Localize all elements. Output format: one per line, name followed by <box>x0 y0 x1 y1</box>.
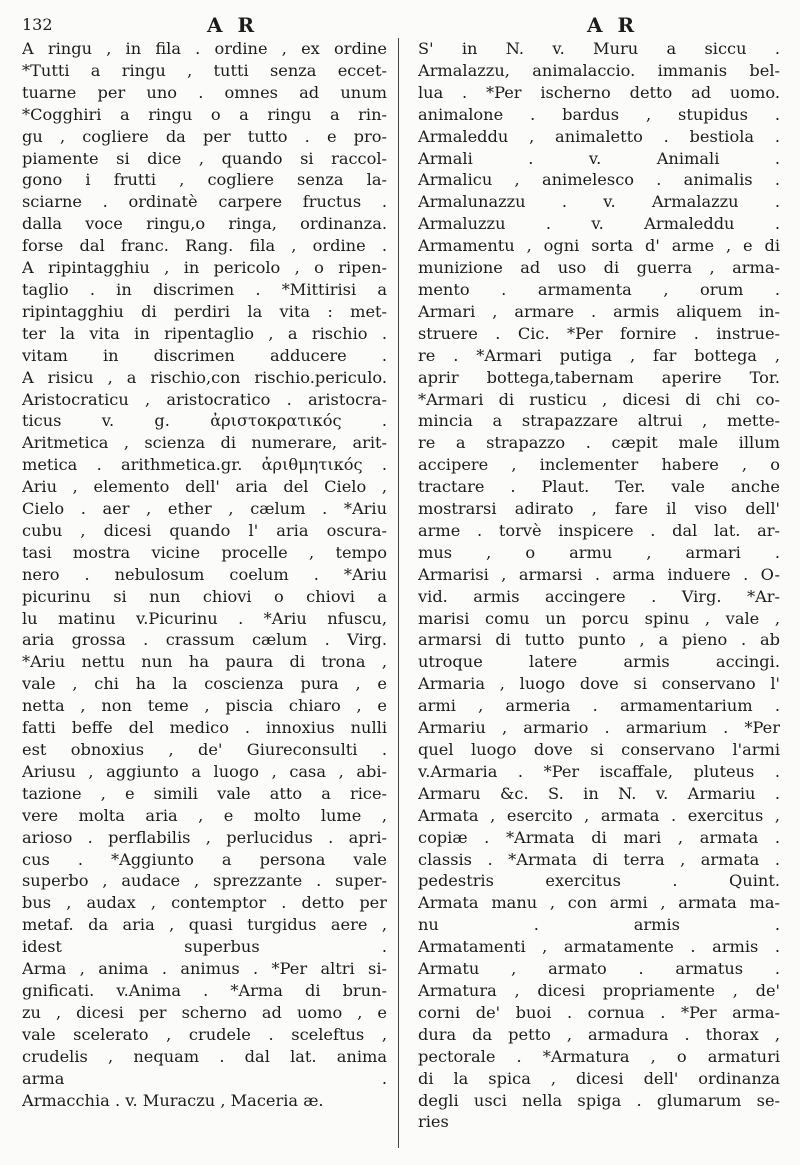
text-line: netta , non teme , piscia chiaro , e <box>22 696 387 716</box>
text-line: vale scelerato , crudele . sceleftus , <box>22 1024 387 1044</box>
text-line: re . *Armari putiga , far bottega , <box>418 345 780 365</box>
running-head-right: A R <box>587 13 639 37</box>
text-line: degli usci nella spiga . glumarum se- <box>418 1090 780 1110</box>
text-line: vitam in discrimen adducere . <box>22 345 387 365</box>
text-line: pectorale . *Armatura , o armaturi <box>418 1046 780 1066</box>
text-line: Armata manu , con armi , armata ma- <box>418 893 780 913</box>
text-line: dura da petto , armadura . thorax , <box>418 1024 780 1044</box>
text-line: Armaluzzu . v. Armaleddu . <box>418 214 780 234</box>
text-line: accipere , inclementer habere , o <box>418 455 780 475</box>
text-line: Armaru &c. S. in N. v. Armariu . <box>418 783 780 803</box>
text-line: Armata , esercito , armata . exercitus , <box>418 805 780 825</box>
text-line: ripintagghiu di perdiri la vita : met- <box>22 301 387 321</box>
text-line: Armaria , luogo dove si conservano l' <box>418 674 780 694</box>
text-line: tractare . Plaut. Ter. vale anche <box>418 477 780 497</box>
text-line: taglio . in discrimen . *Mittirisi a <box>22 279 387 299</box>
text-line: arma . <box>22 1068 387 1088</box>
text-line: vere molta aria , e molto lume , <box>22 805 387 825</box>
text-line: quel luogo dove si conservano l'armi <box>418 740 780 759</box>
text-line: ticus v. g. ἀριστοκρατικός . <box>22 411 387 431</box>
text-line: struere . Cic. *Per fornire . instrue- <box>418 323 780 343</box>
text-line: vale , chi ha la coscienza pura , e <box>22 674 387 694</box>
text-line: ries <box>418 1112 449 1132</box>
text-line: fatti beffe del medico . innoxius nulli <box>22 718 387 738</box>
text-line: Ariusu , aggiunto a luogo , casa , abi- <box>22 761 387 781</box>
text-line: metica . arithmetica.gr. ἀριθμητικός . <box>22 455 387 475</box>
text-line: v.Armaria . *Per iscaffale, pluteus . <box>418 761 780 781</box>
text-line: arme . torvè inspicere . dal lat. ar- <box>418 520 780 540</box>
text-line: mento . armamenta , orum . <box>418 279 780 299</box>
text-line: *Cogghiri a ringu o a ringu a rin- <box>22 104 387 124</box>
text-line: Aristocraticu , aristocratico . aristocra- <box>22 389 387 409</box>
text-line: pedestris exercitus . Quint. <box>418 871 780 891</box>
text-line: corni de' buoi . cornua . *Per arma- <box>418 1002 780 1022</box>
text-line: metaf. da aria , quasi turgidus aere , <box>22 915 387 935</box>
text-line: Armalicu , animelesco . animalis . <box>418 170 780 190</box>
text-line: di la spica , dicesi dell' ordinanza <box>418 1068 780 1088</box>
text-line: mus , o armu , armari . <box>418 542 780 562</box>
text-line: tazione , e simili vale atto a rice- <box>22 783 387 803</box>
text-line: Armarisi , armarsi . arma induere . O- <box>418 564 780 584</box>
text-line: mostrarsi adirato , fare il viso dell' <box>418 499 780 519</box>
text-line: A risicu , a rischio,con rischio.periculo. <box>22 367 387 387</box>
right-column <box>418 38 780 1133</box>
text-line: bus , audax , contemptor . detto per <box>22 893 387 913</box>
text-line: marisi comu un porcu spinu , vale , <box>418 608 780 628</box>
text-line: Armalazzu, animalaccio. immanis bel- <box>418 60 780 80</box>
text-line: zu , dicesi per scherno ad uomo , e <box>22 1002 387 1022</box>
text-line: Aritmetica , scienza di numerare, arit- <box>22 433 387 453</box>
text-line: idest superbus . <box>22 937 387 957</box>
text-line: munizione ad uso di guerra , arma- <box>418 258 780 278</box>
text-line: *Armari di rusticu , dicesi di chi co- <box>418 389 780 409</box>
text-line: cus . *Aggiunto a persona vale <box>22 849 387 869</box>
left-column <box>22 38 387 1111</box>
text-line: gu , cogliere da per tutto . e pro- <box>22 126 387 146</box>
text-line: Armacchia . v. Muraczu , Maceria æ. <box>22 1090 324 1110</box>
page-number: 132 <box>22 15 53 34</box>
text-line: Armatu , armato . armatus . <box>418 959 780 979</box>
text-line: Arma , anima . animus . *Per altri si- <box>22 959 387 979</box>
text-line: Armaleddu , animaletto . bestiola . <box>418 126 780 146</box>
column-divider <box>398 38 399 1148</box>
text-line: dalla voce ringu,o ringa, ordinanza. <box>22 214 387 234</box>
text-line: superbo , audace , sprezzante . super- <box>22 871 387 891</box>
text-line: Armatura , dicesi propriamente , de' <box>418 980 780 1000</box>
text-line: tuarne per uno . omnes ad unum <box>22 82 387 102</box>
text-line: ter la vita in ripentaglio , a rischio . <box>22 323 387 343</box>
text-line: Armali . v. Animali . <box>418 148 780 168</box>
text-line: aprir bottega,tabernam aperire Tor. <box>418 367 780 387</box>
text-line: gono i frutti , cogliere senza la- <box>22 170 387 190</box>
text-line: *Ariu nettu nun ha paura di trona , <box>22 652 387 672</box>
text-line: re a strapazzo . cæpit male illum <box>418 433 780 453</box>
text-line: S' in N. v. Muru a siccu . <box>418 39 780 58</box>
text-line: est obnoxius , de' Giureconsulti . <box>22 740 387 759</box>
text-line: lu matinu v.Picurinu . *Ariu nfuscu, <box>22 608 387 628</box>
text-line: copiæ . *Armata di mari , armata . <box>418 827 780 847</box>
text-line: sciarne . ordinatè carpere fructus . <box>22 192 387 212</box>
text-line: Ariu , elemento dell' aria del Cielo , <box>22 477 387 497</box>
text-line: aria grossa . crassum cælum . Virg. <box>22 630 387 650</box>
text-line: Armatamenti , armatamente . armis . <box>418 937 780 957</box>
text-line: classis . *Armata di terra , armata . <box>418 849 780 869</box>
text-line: arioso . perflabilis , perlucidus . apri- <box>22 827 387 847</box>
text-line: tasi mostra vicine procelle , tempo <box>22 542 387 562</box>
text-line: Armamentu , ogni sorta d' arme , e di <box>418 236 780 256</box>
text-line: cubu , dicesi quando l' aria oscura- <box>22 520 387 540</box>
text-line: lua . *Per ischerno detto ad uomo. <box>418 82 780 102</box>
text-line: forse dal franc. Rang. fila , ordine . <box>22 236 387 256</box>
text-line: vid. armis accingere . Virg. *Ar- <box>418 586 780 606</box>
text-line: crudelis , nequam . dal lat. anima <box>22 1046 387 1066</box>
text-line: Armariu , armario . armarium . *Per <box>418 718 780 738</box>
text-line: A ringu , in fila . ordine , ex ordine <box>22 39 387 58</box>
text-line: picurinu si nun chiovi o chiovi a <box>22 586 387 606</box>
text-line: gnificati. v.Anima . *Arma di brun- <box>22 980 387 1000</box>
text-line: Armalunazzu . v. Armalazzu . <box>418 192 780 212</box>
running-head-left: A R <box>207 13 259 37</box>
text-line: mincia a strapazzare altrui , mette- <box>418 411 780 431</box>
page-header <box>22 12 778 38</box>
text-line: animalone . bardus , stupidus . <box>418 104 780 124</box>
text-line: Armari , armare . armis aliquem in- <box>418 301 780 321</box>
text-line: piamente si dice , quando si raccol- <box>22 148 387 168</box>
text-line: nero . nebulosum coelum . *Ariu <box>22 564 387 584</box>
text-line: A ripintagghiu , in pericolo , o ripen- <box>22 258 387 278</box>
text-line: armarsi di tutto punto , a pieno . ab <box>418 630 780 650</box>
text-line: utroque latere armis accingi. <box>418 652 780 672</box>
text-line: Cielo . aer , ether , cælum . *Ariu <box>22 499 387 519</box>
text-line: nu . armis . <box>418 915 780 935</box>
text-line: armi , armeria . armamentarium . <box>418 696 780 716</box>
text-line: *Tutti a ringu , tutti senza eccet- <box>22 60 387 80</box>
